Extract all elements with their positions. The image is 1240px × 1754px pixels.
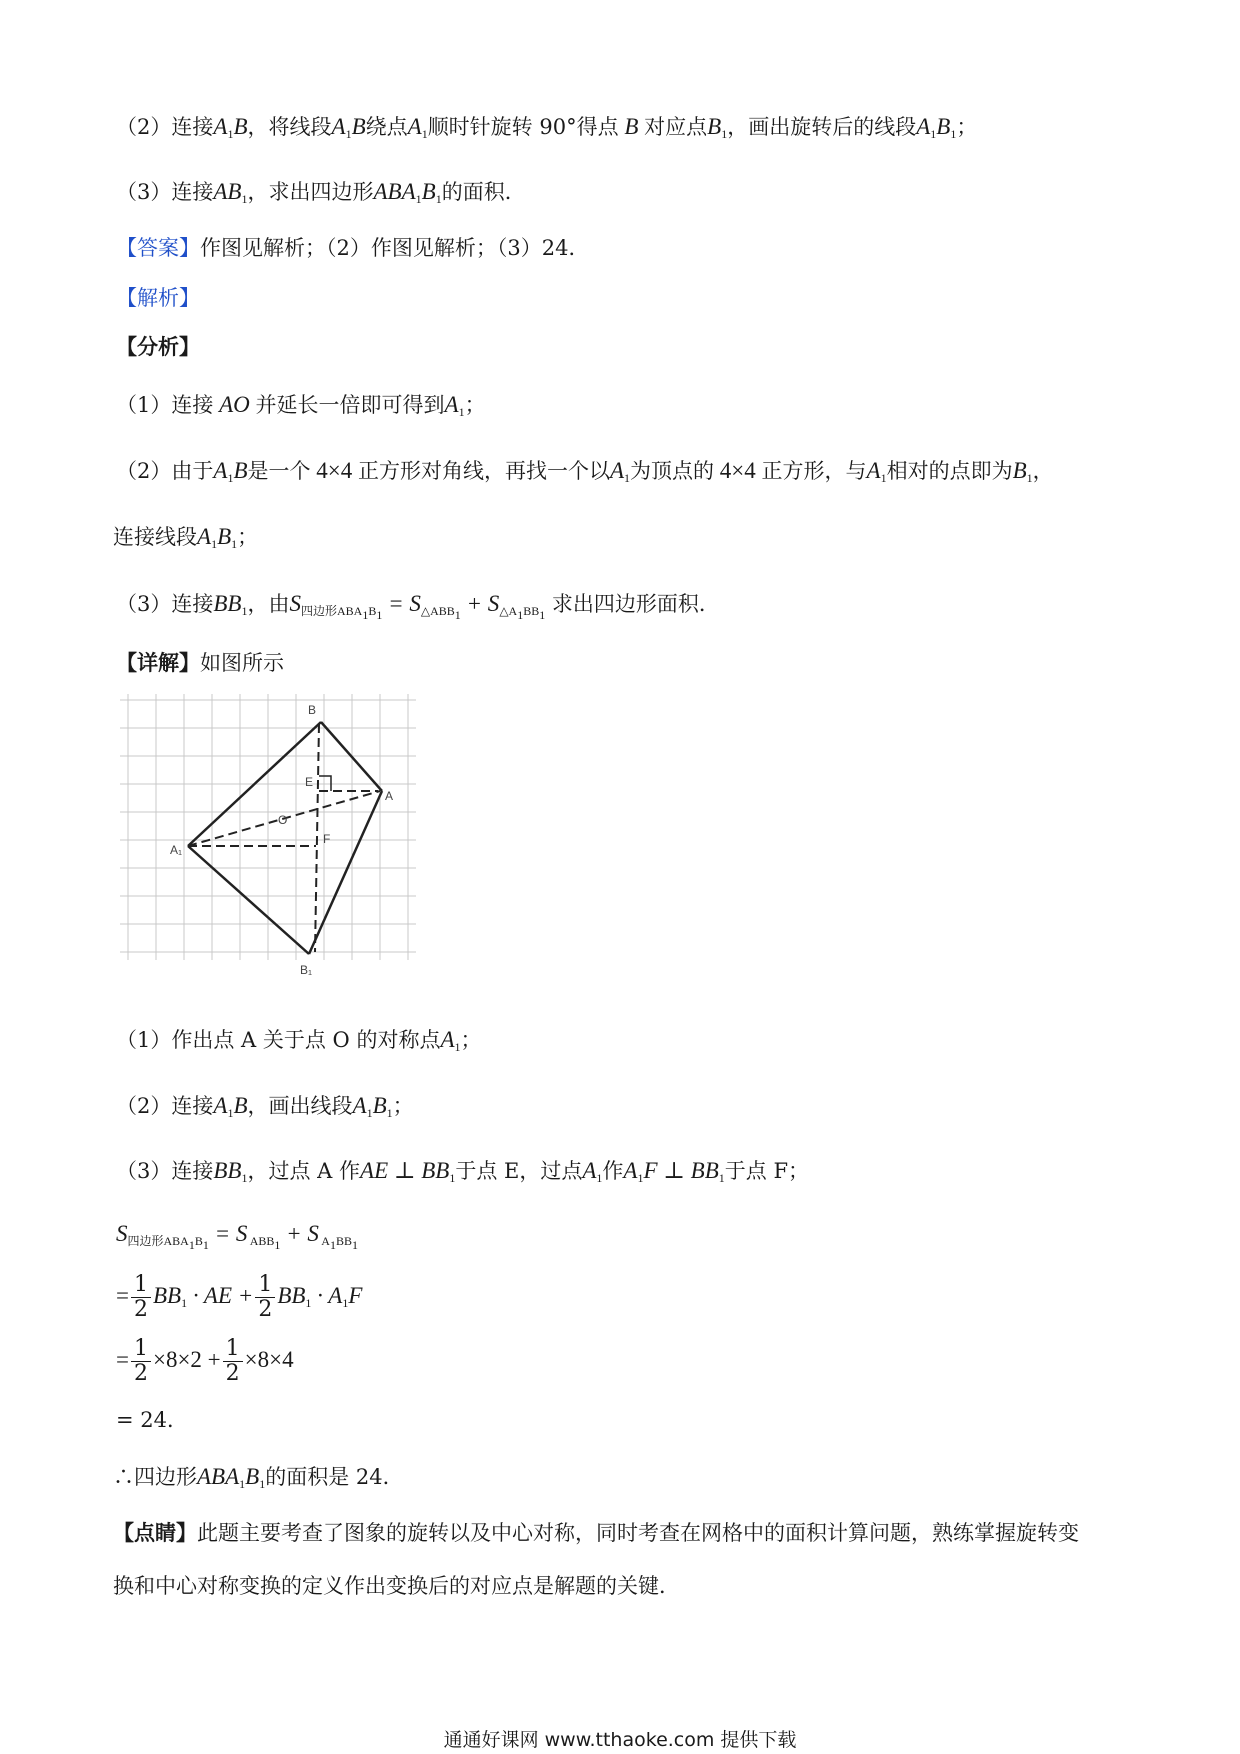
analysis-1: （1）连接 AO 并延长一倍即可得到$A_1$； — [116, 392, 486, 419]
question-part-3: （3）连接$AB_1$，求出四边形$ABA_1B_1$的面积． — [116, 179, 526, 206]
fenxi-tag: 【分析】 — [116, 334, 200, 359]
answer-tag: 【答案】 — [116, 236, 200, 260]
xiangjie-line: 【详解】如图所示 — [116, 650, 284, 675]
dianjing-line-1: 【点睛】此题主要考查了图象的旋转以及中心对称，同时考查在网格中的面积计算问题，熟练掌握旋转变 — [113, 1520, 1079, 1545]
detail-1: （1）作出点 A 关于点 O 的对称点$A_1$； — [116, 1027, 482, 1054]
analysis-3: （3）连接$BB_1$，由$S_{四边形ABA_1B_1} = S_{\triangle ABB_1} + S_{\triangle A_1BB_1}$ 求出四边形面积． — [116, 591, 720, 622]
analysis-2-cont: 连接线段$A_1B_1$； — [113, 524, 259, 551]
page-footer: 通通好课网 www.tthaoke.com 提供下载 — [443, 1729, 797, 1751]
geometry-figure — [116, 690, 426, 990]
label-F: F — [323, 832, 331, 846]
question-part-2: （2）连接$A_1B$，将线段$A_1B$绕点$A_1$顺时针旋转 90°得点 B 对应点$B_1$，画出旋转后的线段$A_1B_1$； — [116, 114, 978, 141]
conclusion: ∴四边形$ABA_1B_1$的面积是 24． — [113, 1464, 404, 1491]
grid — [120, 694, 416, 960]
label-E: E — [305, 775, 314, 789]
jiexi-tag: 【解析】 — [116, 286, 200, 310]
label-A: A — [385, 789, 394, 803]
answer-line: 【答案】作图见解析；（2）作图见解析；（3）24． — [116, 236, 590, 260]
analysis-2: （2）由于$A_1B$是一个 4×4 正方形对角线，再找一个以$A_1$为顶点的 4×4 正方形，与$A_1$相对的点即为$B_1$， — [116, 458, 1054, 485]
dianjing-line-2: 换和中心对称变换的定义作出变换后的对应点是解题的关键． — [113, 1574, 680, 1598]
calc-3: = $\frac{1}{2}$ ×8×2 + $\frac{1}{2}$ ×8×4 — [116, 1336, 294, 1386]
calc-2: = $\frac{1}{2}$ $BB_1$ · AE + $\frac{1}{2}$ $BB_1 \cdot A_1F$ — [116, 1272, 363, 1322]
calc-4: = 24． — [116, 1408, 188, 1432]
detail-3: （3）连接$BB_1$，过点 A 作AE ⊥ $BB_1$于点 E，过点$A_1$作$A_1F$ ⊥ $BB_1$于点 F； — [116, 1158, 810, 1185]
label-B1: B₁ — [300, 963, 313, 977]
label-O: O — [278, 813, 288, 827]
detail-2: （2）连接$A_1B$，画出线段$A_1B_1$； — [116, 1093, 414, 1120]
label-A1: A₁ — [170, 843, 183, 857]
calc-1: $S_{四边形ABA_1B_1} = S$ $_{ABB_1}$ + S $_{A_1BB_1}$ — [116, 1221, 358, 1252]
label-B: B — [308, 703, 317, 717]
